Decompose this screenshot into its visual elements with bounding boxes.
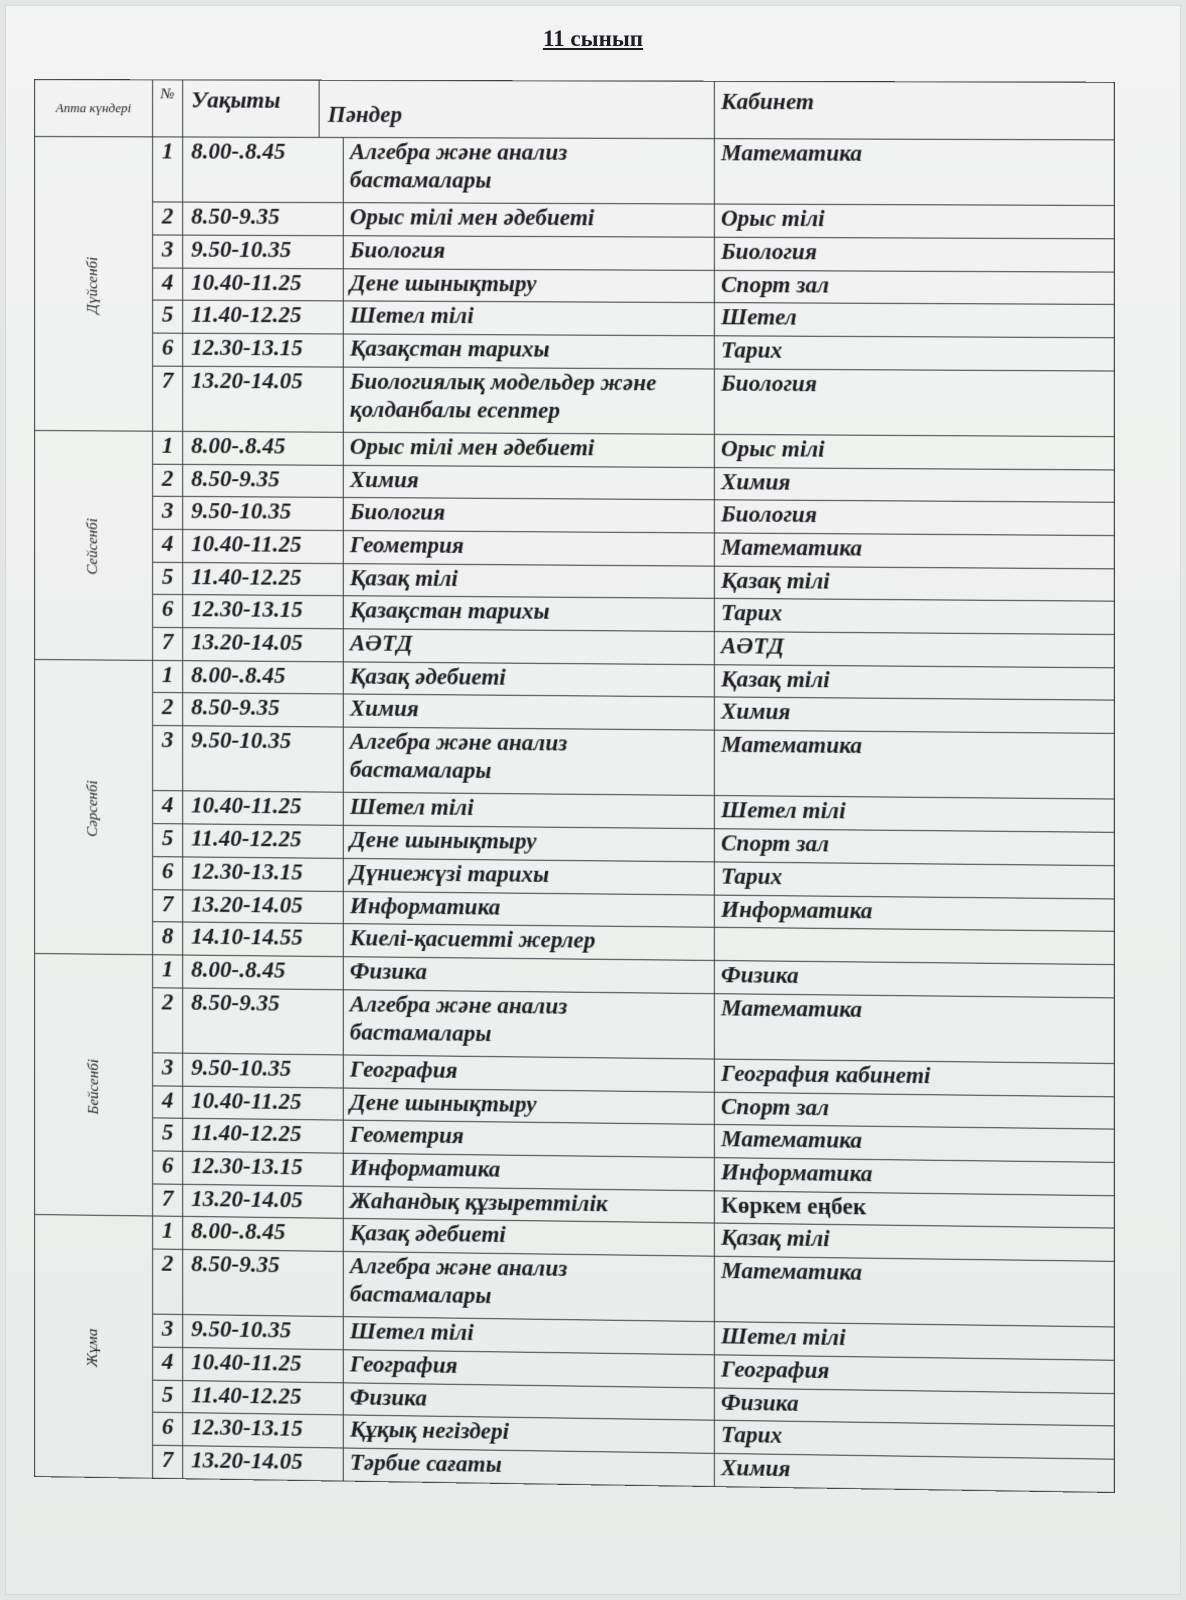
lesson-time: 8.00-.8.45: [183, 431, 344, 465]
lesson-room: Физика: [714, 1388, 1114, 1427]
lesson-room: Қазақ тілі: [714, 1223, 1114, 1261]
lesson-row: [34, 725, 1114, 800]
header-row: [34, 80, 1114, 140]
lesson-time: 10.40-11.25: [183, 530, 344, 564]
lesson-subject: География: [343, 1350, 714, 1388]
lesson-number: 1: [153, 955, 183, 988]
lesson-row: [34, 333, 1114, 371]
header-time: Уақыты: [183, 80, 319, 136]
lesson-number: 5: [153, 1118, 183, 1151]
lesson-subject: Орыс тілі мен әдебиеті: [343, 432, 714, 467]
lesson-time: 9.50-10.35: [183, 1315, 344, 1350]
lesson-room: Тарих: [714, 599, 1114, 635]
lesson-time: 11.40-12.25: [183, 1118, 344, 1153]
lesson-room: Информатика: [714, 895, 1114, 932]
lesson-room: Математика: [714, 533, 1114, 569]
lesson-time: 9.50-10.35: [183, 726, 344, 793]
lesson-room: [714, 927, 1114, 964]
lesson-subject: Дене шынықтыру: [343, 825, 714, 861]
lesson-number: 7: [153, 1184, 183, 1217]
lesson-subject: Биология: [343, 236, 714, 270]
lesson-room: Орыс тілі: [714, 434, 1114, 469]
lesson-room: Математика: [714, 1256, 1114, 1327]
lesson-number: 5: [153, 824, 183, 857]
lesson-room: Биология: [714, 237, 1114, 272]
lesson-row: [34, 137, 1114, 206]
lesson-number: 7: [153, 366, 183, 432]
lesson-number: 3: [153, 726, 183, 792]
lesson-time: 12.30-13.15: [183, 857, 344, 891]
lesson-time: 12.30-13.15: [183, 1151, 344, 1186]
lesson-time: 9.50-10.35: [183, 1053, 344, 1088]
lesson-time: 13.20-14.05: [183, 1446, 344, 1481]
lesson-time: 13.20-14.05: [183, 366, 344, 432]
lesson-time: 8.00-.8.45: [183, 955, 344, 989]
lesson-room: Тарих: [714, 1420, 1114, 1459]
lesson-time: 10.40-11.25: [183, 1347, 344, 1382]
lesson-room: АӘТД: [714, 632, 1114, 668]
lesson-number: 1: [153, 660, 183, 693]
lesson-row: [34, 986, 1114, 1063]
lesson-time: 11.40-12.25: [183, 301, 344, 334]
page-title: 11 сынып: [542, 26, 644, 51]
lesson-subject: Киелі-қасиетті жерлер: [343, 924, 714, 961]
lesson-subject: Физика: [343, 957, 714, 994]
lesson-number: 6: [153, 1151, 183, 1184]
lesson-row: [34, 235, 1114, 272]
lesson-room: Химия: [714, 697, 1114, 733]
lesson-subject: Информатика: [343, 1153, 714, 1190]
lesson-room: Шетел тілі: [714, 1322, 1114, 1360]
lesson-time: 8.00-.8.45: [183, 660, 344, 694]
lesson-room: Математика: [714, 1125, 1114, 1163]
lesson-room: Шетел тілі: [714, 796, 1114, 833]
lesson-time: 8.00-.8.45: [183, 137, 344, 203]
lesson-number: 4: [153, 268, 183, 301]
lesson-time: 8.50-9.35: [183, 988, 344, 1055]
header-number: №: [153, 80, 183, 137]
lesson-room: Биология: [714, 500, 1114, 535]
lesson-room: Тарих: [714, 862, 1114, 899]
day-cell: [34, 659, 152, 954]
lesson-time: 11.40-12.25: [183, 562, 344, 596]
lesson-subject: Алгебра және анализ бастамалары: [343, 137, 714, 204]
lesson-time: 8.50-9.35: [183, 693, 344, 727]
day-name: Дүйсенбі: [85, 256, 102, 314]
lesson-subject: Жаһандық құзыреттілік: [343, 1186, 714, 1223]
lesson-number: 4: [153, 1085, 183, 1118]
lesson-time: 9.50-10.35: [183, 235, 344, 268]
lesson-room: Шетел: [714, 303, 1114, 338]
lesson-subject: Орыс тілі мен әдебиеті: [343, 203, 714, 237]
lesson-subject: Физика: [343, 1382, 714, 1420]
lesson-subject: Алгебра және анализ бастамалары: [343, 989, 714, 1059]
header-day: Апта күндері: [34, 80, 152, 137]
lesson-room: Математика: [714, 993, 1114, 1063]
lesson-room: Қазақ тілі: [714, 566, 1114, 602]
header-time-subject: [183, 80, 715, 139]
lesson-number: 3: [153, 235, 183, 268]
lesson-number: 1: [153, 1216, 183, 1249]
lesson-subject: Қазақстан тарихы: [343, 334, 714, 369]
lesson-room: Спорт зал: [714, 829, 1114, 866]
lesson-subject: Дүниежүзі тарихы: [343, 858, 714, 894]
lesson-time: 11.40-12.25: [183, 824, 344, 858]
lesson-number: 6: [153, 595, 183, 628]
lesson-time: 10.40-11.25: [183, 1086, 344, 1121]
header-room: Кабинет: [714, 81, 1114, 140]
lesson-subject: Қазақ тілі: [343, 563, 714, 598]
lesson-number: 4: [153, 529, 183, 562]
lesson-room: Химия: [714, 467, 1114, 502]
header-subject: Пәндер: [327, 101, 403, 128]
lesson-time: 9.50-10.35: [183, 497, 344, 531]
lesson-subject: АӘТД: [343, 629, 714, 665]
lesson-subject: Биология: [343, 498, 714, 533]
lesson-time: 13.20-14.05: [183, 628, 344, 662]
lesson-row: [34, 202, 1114, 239]
lesson-room: Тарих: [714, 336, 1114, 371]
lesson-time: 12.30-13.15: [183, 1413, 344, 1448]
lesson-number: 6: [153, 856, 183, 889]
timetable: [34, 79, 1115, 1493]
lesson-number: 6: [153, 333, 183, 366]
lesson-number: 7: [153, 889, 183, 922]
day-cell: [34, 1215, 152, 1479]
lesson-subject: География: [343, 1055, 714, 1092]
lesson-number: 6: [153, 1412, 183, 1445]
lesson-room: Биология: [714, 369, 1114, 437]
lesson-time: 8.50-9.35: [183, 202, 344, 235]
lesson-number: 3: [153, 1314, 183, 1347]
lesson-room: География: [714, 1355, 1114, 1393]
lesson-number: 2: [153, 202, 183, 235]
day-name: Бейсенбі: [85, 1058, 102, 1114]
day-name: Сәрсенбі: [85, 780, 102, 837]
lesson-number: 5: [153, 1380, 183, 1413]
lesson-number: 2: [153, 693, 183, 726]
lesson-room: Химия: [714, 1453, 1114, 1492]
lesson-time: 14.10-14.55: [183, 922, 344, 956]
lesson-time: 13.20-14.05: [183, 889, 344, 923]
lesson-subject: Шетел тілі: [343, 793, 714, 829]
lesson-number: 3: [153, 497, 183, 530]
lesson-time: 8.50-9.35: [183, 1249, 344, 1317]
lesson-room: Орыс тілі: [714, 204, 1114, 238]
lesson-subject: Тәрбие сағаты: [343, 1448, 714, 1487]
lesson-subject: Алгебра және анализ бастамалары: [343, 727, 714, 796]
lesson-time: 10.40-11.25: [183, 268, 344, 301]
lesson-time: 12.30-13.15: [183, 333, 344, 367]
lesson-row: [34, 365, 1114, 437]
lesson-room: Қазақ тілі: [714, 665, 1114, 701]
lesson-subject: Химия: [343, 694, 714, 730]
lesson-number: 4: [153, 791, 183, 824]
day-cell: [34, 137, 152, 432]
day-name: Сейсенбі: [85, 518, 102, 576]
lesson-number: 3: [153, 1053, 183, 1086]
lesson-room: Математика: [714, 730, 1114, 799]
lesson-number: 5: [153, 300, 183, 333]
lesson-subject: Қазақ әдебиеті: [343, 1219, 714, 1257]
lesson-subject: Шетел тілі: [343, 301, 714, 336]
lesson-subject: Информатика: [343, 891, 714, 927]
lesson-time: 10.40-11.25: [183, 791, 344, 825]
lesson-time: 12.30-13.15: [183, 595, 344, 629]
lesson-subject: Дене шынықтыру: [343, 1088, 714, 1125]
lesson-room: Спорт зал: [714, 1092, 1114, 1130]
lesson-subject: Қазақ әдебиеті: [343, 662, 714, 698]
lesson-number: 4: [153, 1347, 183, 1380]
lesson-time: 8.00-.8.45: [183, 1217, 344, 1252]
lesson-subject: Геометрия: [343, 531, 714, 566]
lesson-subject: Биологиялық модельдер және қолданбалы есептер: [343, 367, 714, 435]
lesson-number: 7: [153, 1445, 183, 1479]
lesson-subject: Химия: [343, 465, 714, 500]
lesson-subject: Қазақстан тарихы: [343, 596, 714, 632]
lesson-room: География кабинеті: [714, 1059, 1114, 1096]
lesson-room: Көркем еңбек: [714, 1190, 1114, 1228]
lesson-room: Физика: [714, 960, 1114, 997]
lesson-number: 7: [153, 627, 183, 660]
lesson-number: 2: [153, 464, 183, 497]
lesson-row: [34, 300, 1114, 338]
lesson-number: 1: [153, 137, 183, 203]
lesson-time: 8.50-9.35: [183, 464, 344, 498]
lesson-subject: Алгебра және анализ бастамалары: [343, 1251, 714, 1322]
lesson-subject: Дене шынықтыру: [343, 269, 714, 303]
lesson-number: 2: [153, 1249, 183, 1315]
day-cell: [34, 953, 152, 1216]
lesson-number: 1: [153, 431, 183, 464]
lesson-number: 2: [153, 987, 183, 1053]
lesson-room: Информатика: [714, 1158, 1114, 1196]
day-name: Жұма: [85, 1328, 102, 1368]
lesson-time: 13.20-14.05: [183, 1184, 344, 1219]
day-cell: [34, 431, 152, 661]
lesson-subject: Геометрия: [343, 1120, 714, 1157]
lesson-subject: Құқық негіздері: [343, 1415, 714, 1453]
lesson-room: Математика: [714, 139, 1114, 206]
lesson-number: 5: [153, 562, 183, 595]
lesson-time: 11.40-12.25: [183, 1380, 344, 1415]
lesson-number: 8: [153, 922, 183, 955]
lesson-subject: Шетел тілі: [343, 1317, 714, 1355]
lesson-room: Спорт зал: [714, 270, 1114, 305]
paper-sheet: [6, 6, 1180, 1594]
lesson-row: [34, 267, 1114, 305]
